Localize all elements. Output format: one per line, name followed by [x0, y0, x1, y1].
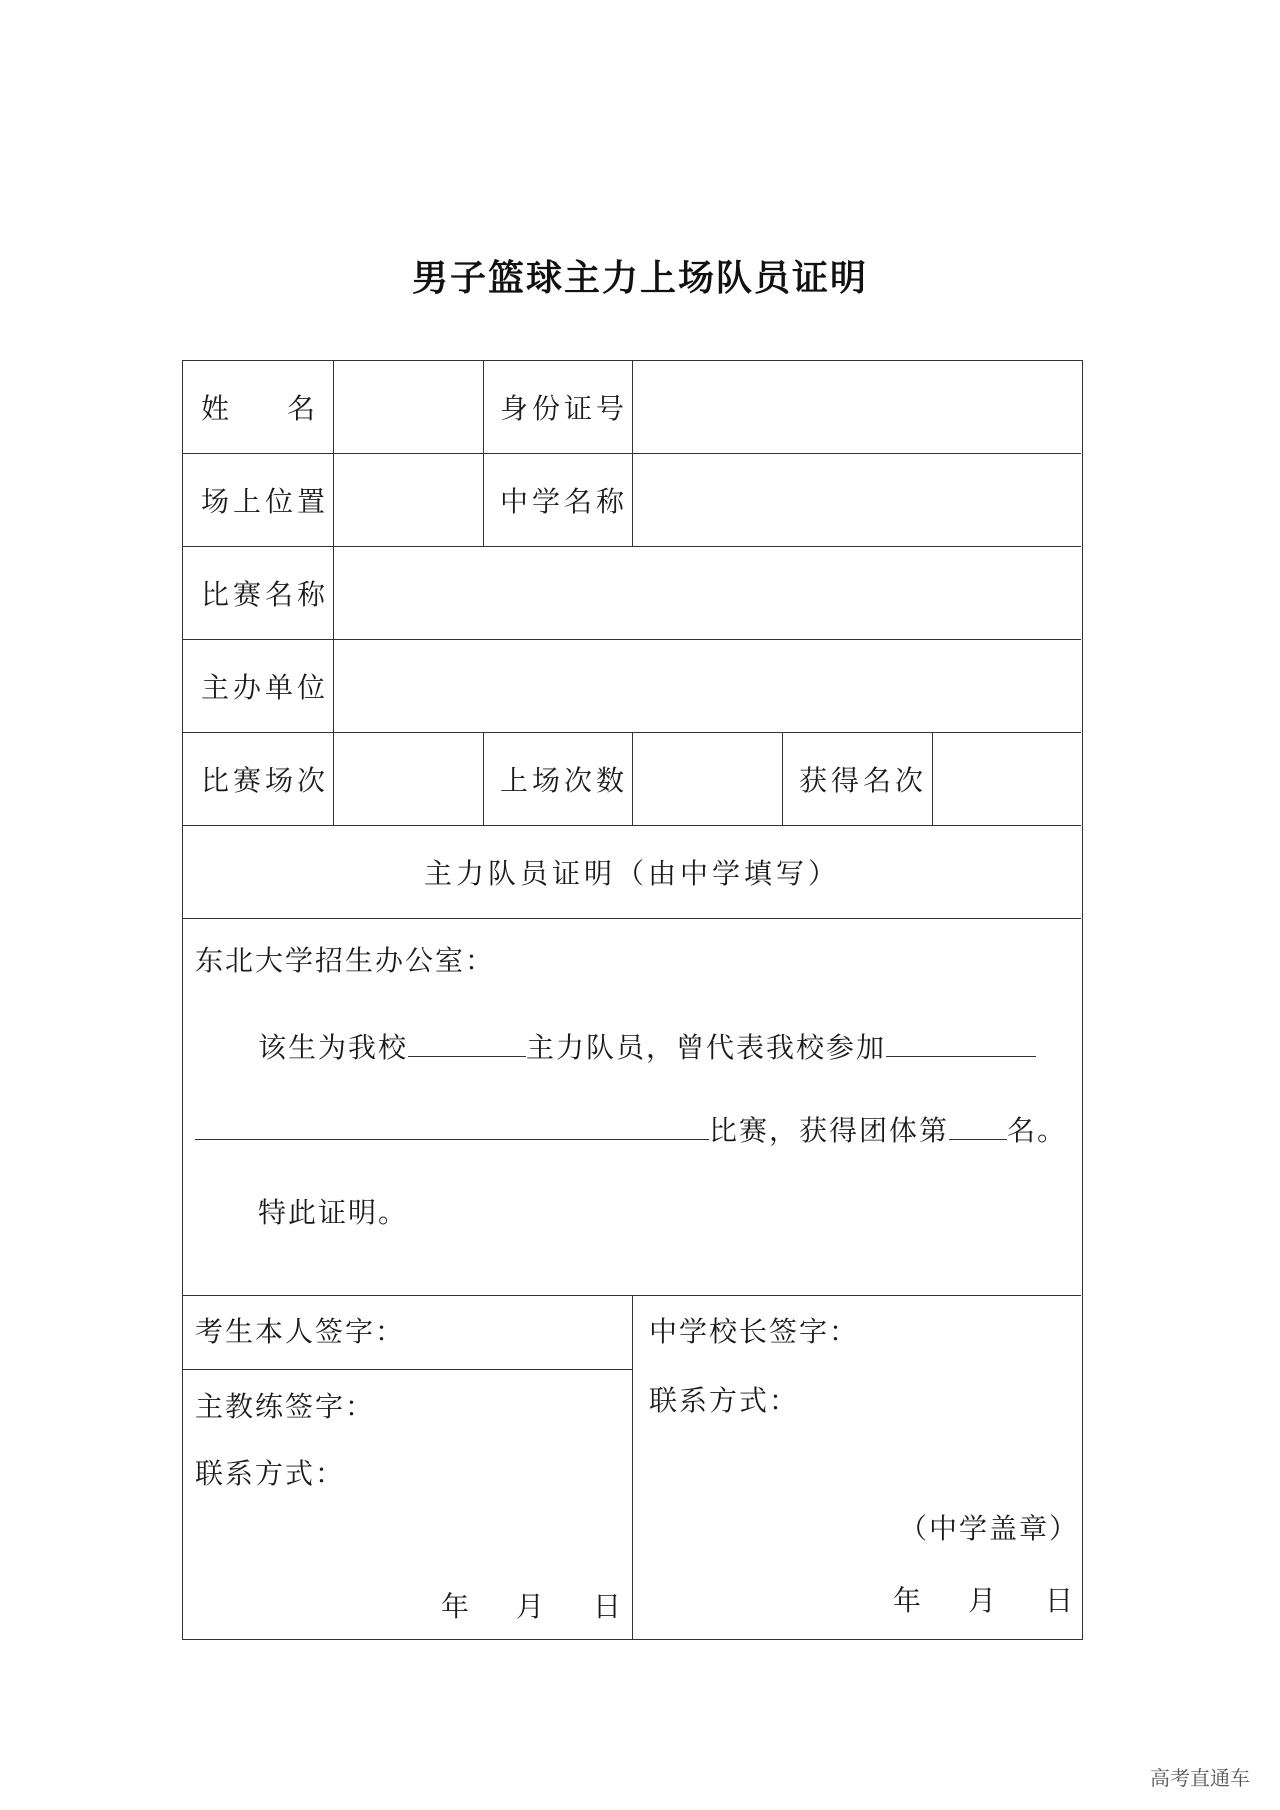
letter-line2-middle: 比赛，获得团体第	[709, 1114, 950, 1147]
coach-date-year: 年	[441, 1590, 470, 1623]
school-stamp-label: （中学盖章）	[899, 1512, 1080, 1545]
principal-date-month: 月	[968, 1584, 997, 1617]
coach-date-day: 日	[593, 1590, 622, 1623]
label-name	[201, 361, 315, 453]
coach-date-month: 月	[516, 1590, 545, 1623]
coach-signature-label: 主教练签字：	[195, 1390, 376, 1423]
coach-contact-label: 联系方式：	[195, 1457, 346, 1490]
letter-line1-prefix: 该生为我校	[258, 1031, 409, 1064]
watermark-text: 高考直通车	[1150, 1766, 1250, 1790]
blank-team-name[interactable]	[408, 1026, 526, 1057]
input-organizer[interactable]	[334, 639, 1081, 732]
input-school-name[interactable]	[633, 453, 1081, 546]
input-appearances[interactable]	[633, 732, 781, 825]
label-position: 场上位置	[201, 484, 330, 518]
col-divider	[632, 1295, 633, 1639]
label-id-number: 身份证号	[500, 392, 629, 425]
label-match-count: 比赛场次	[201, 763, 330, 797]
input-competition-name[interactable]	[334, 546, 1081, 639]
row-divider	[183, 1369, 632, 1370]
page-title: 男子篮球主力上场队员证明	[411, 258, 868, 299]
label-name-char1: 姓	[201, 392, 230, 425]
form-table	[182, 360, 1083, 1640]
letter-addressee: 东北大学招生办公室：	[195, 944, 496, 977]
input-match-count[interactable]	[334, 732, 482, 825]
principal-contact-label: 联系方式：	[649, 1384, 800, 1417]
input-ranking[interactable]	[933, 732, 1081, 825]
label-appearances: 上场次数	[500, 763, 629, 797]
row-divider	[183, 918, 1081, 919]
input-name[interactable]	[334, 361, 482, 453]
section-header: 主力队员证明（由中学填写）	[423, 856, 840, 890]
letter-line-2	[195, 1109, 1067, 1151]
letter-line-1	[258, 1026, 1036, 1068]
label-organizer: 主办单位	[201, 670, 330, 704]
letter-line1-middle: 主力队员，曾代表我校参加	[526, 1031, 887, 1064]
col-divider	[483, 732, 484, 825]
label-name-char2: 名	[286, 392, 315, 425]
col-divider	[483, 361, 484, 546]
blank-competition-part2[interactable]	[195, 1109, 709, 1140]
label-competition-name: 比赛名称	[201, 577, 330, 611]
letter-closing: 特此证明。	[258, 1196, 409, 1229]
label-school-name: 中学名称	[500, 484, 629, 518]
label-ranking: 获得名次	[799, 763, 928, 797]
principal-signature-label: 中学校长签字：	[649, 1315, 860, 1348]
col-divider	[782, 732, 783, 825]
blank-competition-part1[interactable]	[886, 1026, 1036, 1057]
student-signature-label: 考生本人签字：	[195, 1315, 406, 1348]
input-position[interactable]	[334, 453, 482, 546]
principal-date-year: 年	[893, 1584, 922, 1617]
principal-date-day: 日	[1045, 1584, 1074, 1617]
blank-team-rank[interactable]	[949, 1109, 1007, 1140]
letter-line2-suffix: 名。	[1007, 1114, 1068, 1147]
input-id-number[interactable]	[633, 361, 1081, 453]
